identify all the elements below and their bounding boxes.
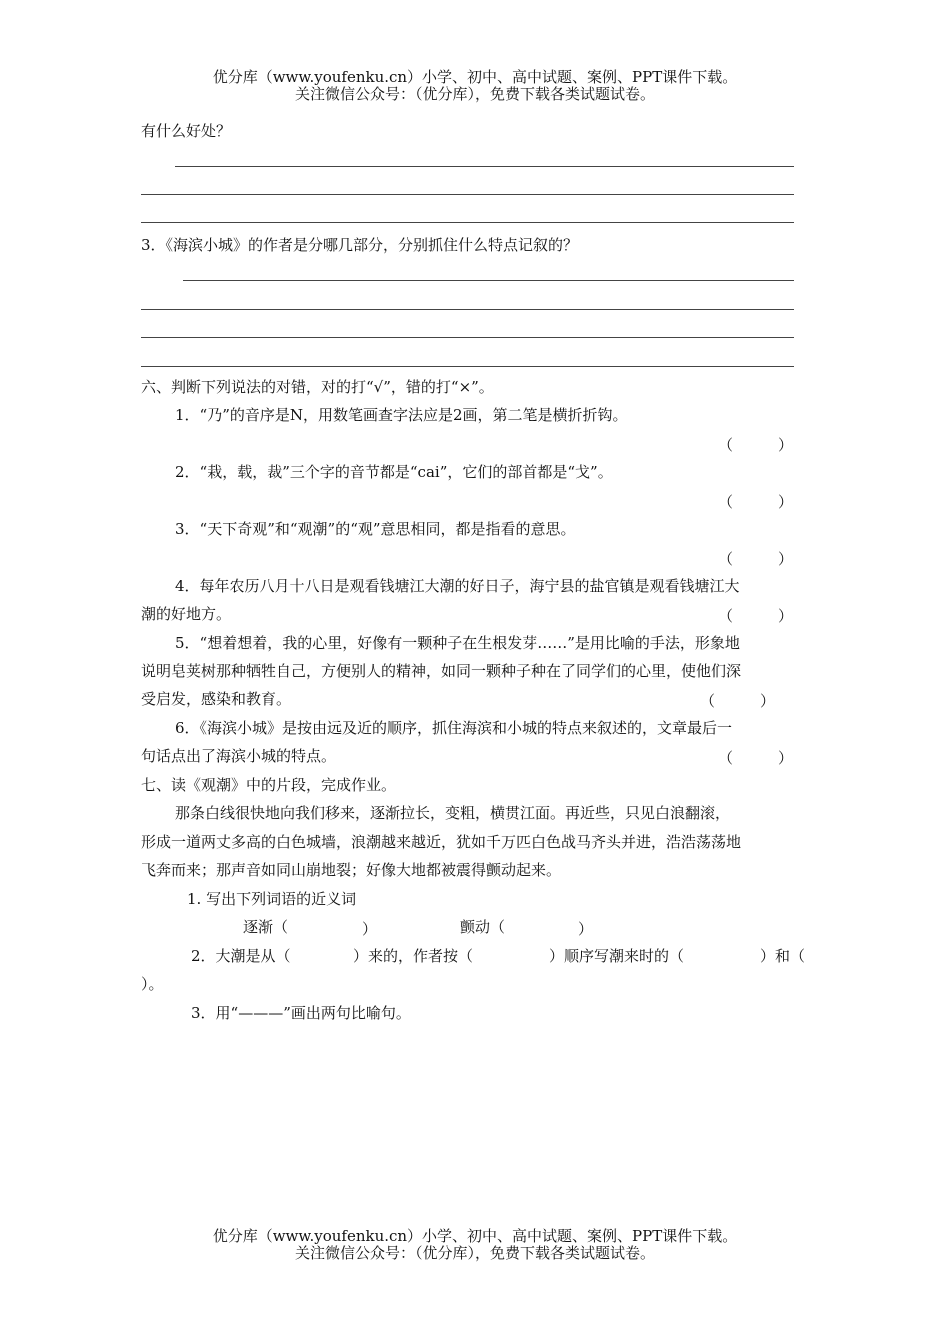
passage-line-1: 那条白线很快地向我们移来，逐渐拉长，变粗，横贯江面。再近些，只见白浪翻滚， xyxy=(175,804,731,822)
judge-item-5: 5．“想着想着，我的心里，好像有一颗种子在生根发芽……”是用比喻的手法，形象地 xyxy=(175,634,740,652)
synonym-word-1: 逐渐（ xyxy=(243,918,289,936)
answer-paren-close: ） xyxy=(778,550,794,568)
header-line-1: 优分库（www.youfenku.cn）小学、初中、高中试题、案例、PPT课件下载。 xyxy=(212,68,738,86)
answer-line xyxy=(141,222,794,223)
answer-paren-close: ） xyxy=(578,920,594,938)
section-7-q2-c: ）顺序写潮来时的（ xyxy=(549,947,685,965)
synonym-word-2: 颤动（ xyxy=(460,918,506,936)
judge-item-4: 4．每年农历八月十八日是观看钱塘江大潮的好日子，海宁县的盐官镇是观看钱塘江大 xyxy=(175,577,740,595)
answer-paren-open: （ xyxy=(718,550,734,568)
answer-line xyxy=(141,309,794,310)
section-7-q2-e: ）。 xyxy=(141,975,164,993)
answer-line xyxy=(175,166,794,167)
answer-paren-open: （ xyxy=(700,692,716,710)
answer-paren-open: （ xyxy=(718,493,734,511)
judge-item-3: 3．“天下奇观”和“观潮”的“观”意思相同，都是指看的意思。 xyxy=(175,520,576,538)
answer-paren-close: ） xyxy=(760,692,776,710)
answer-line xyxy=(141,366,794,367)
answer-paren-close: ） xyxy=(778,493,794,511)
section-7-title: 七、读《观潮》中的片段，完成作业。 xyxy=(141,776,397,794)
judge-item-5-cont: 受启发，感染和教育。 xyxy=(141,690,292,708)
section-7-q2-d: ）和（ xyxy=(760,947,806,965)
judge-item-5-cont: 说明皂荚树那种牺牲自己，方便别人的精神，如同一颗种子种在了同学们的心里，使他们深 xyxy=(141,662,742,680)
answer-paren-close: ） xyxy=(362,920,378,938)
answer-line xyxy=(183,280,794,281)
section-7-q3: 3．用“———”画出两句比喻句。 xyxy=(191,1004,411,1022)
answer-paren-close: ） xyxy=(778,607,794,625)
answer-line xyxy=(141,337,794,338)
answer-paren-open: （ xyxy=(718,436,734,454)
answer-paren-open: （ xyxy=(718,749,734,767)
section-7-q1: 1. 写出下列词语的近义词 xyxy=(187,890,357,908)
answer-paren-open: （ xyxy=(718,607,734,625)
question-3: 3．《海滨小城》的作者是分哪几部分，分别抓住什么特点记叙的？ xyxy=(141,236,579,254)
passage-line-2: 形成一道两丈多高的白色城墙，浪潮越来越近，犹如千万匹白色战马齐头并进，浩浩荡荡地 xyxy=(141,833,742,851)
answer-paren-close: ） xyxy=(778,749,794,767)
section-7-q2-a: 2．大潮是从（ xyxy=(191,947,291,965)
footer-line-1: 优分库（www.youfenku.cn）小学、初中、高中试题、案例、PPT课件下载。 xyxy=(212,1227,738,1245)
judge-item-4-cont: 潮的好地方。 xyxy=(141,605,232,623)
section-6-title: 六、判断下列说法的对错，对的打“√”，错的打“×”。 xyxy=(141,378,494,396)
header-line-2: 关注微信公众号：（优分库），免费下载各类试题试卷。 xyxy=(294,85,655,103)
judge-item-2: 2．“栽，载，裁”三个字的音节都是“cai”，它们的部首都是“戈”。 xyxy=(175,463,613,481)
section-7-q2-b: ）来的，作者按（ xyxy=(353,947,474,965)
footer-line-2: 关注微信公众号：（优分库），免费下载各类试题试卷。 xyxy=(294,1244,655,1262)
question-tail: 有什么好处？ xyxy=(141,122,232,140)
answer-line xyxy=(141,194,794,195)
judge-item-1: 1．“乃”的音序是N，用数笔画查字法应是2画，第二笔是横折折钩。 xyxy=(175,406,628,424)
judge-item-6: 6．《海滨小城》是按由远及近的顺序，抓住海滨和小城的特点来叙述的，文章最后一 xyxy=(175,719,733,737)
judge-item-6-cont: 句话点出了海滨小城的特点。 xyxy=(141,747,337,765)
answer-paren-close: ） xyxy=(778,436,794,454)
passage-line-3: 飞奔而来；那声音如同山崩地裂；好像大地都被震得颤动起来。 xyxy=(141,861,562,879)
